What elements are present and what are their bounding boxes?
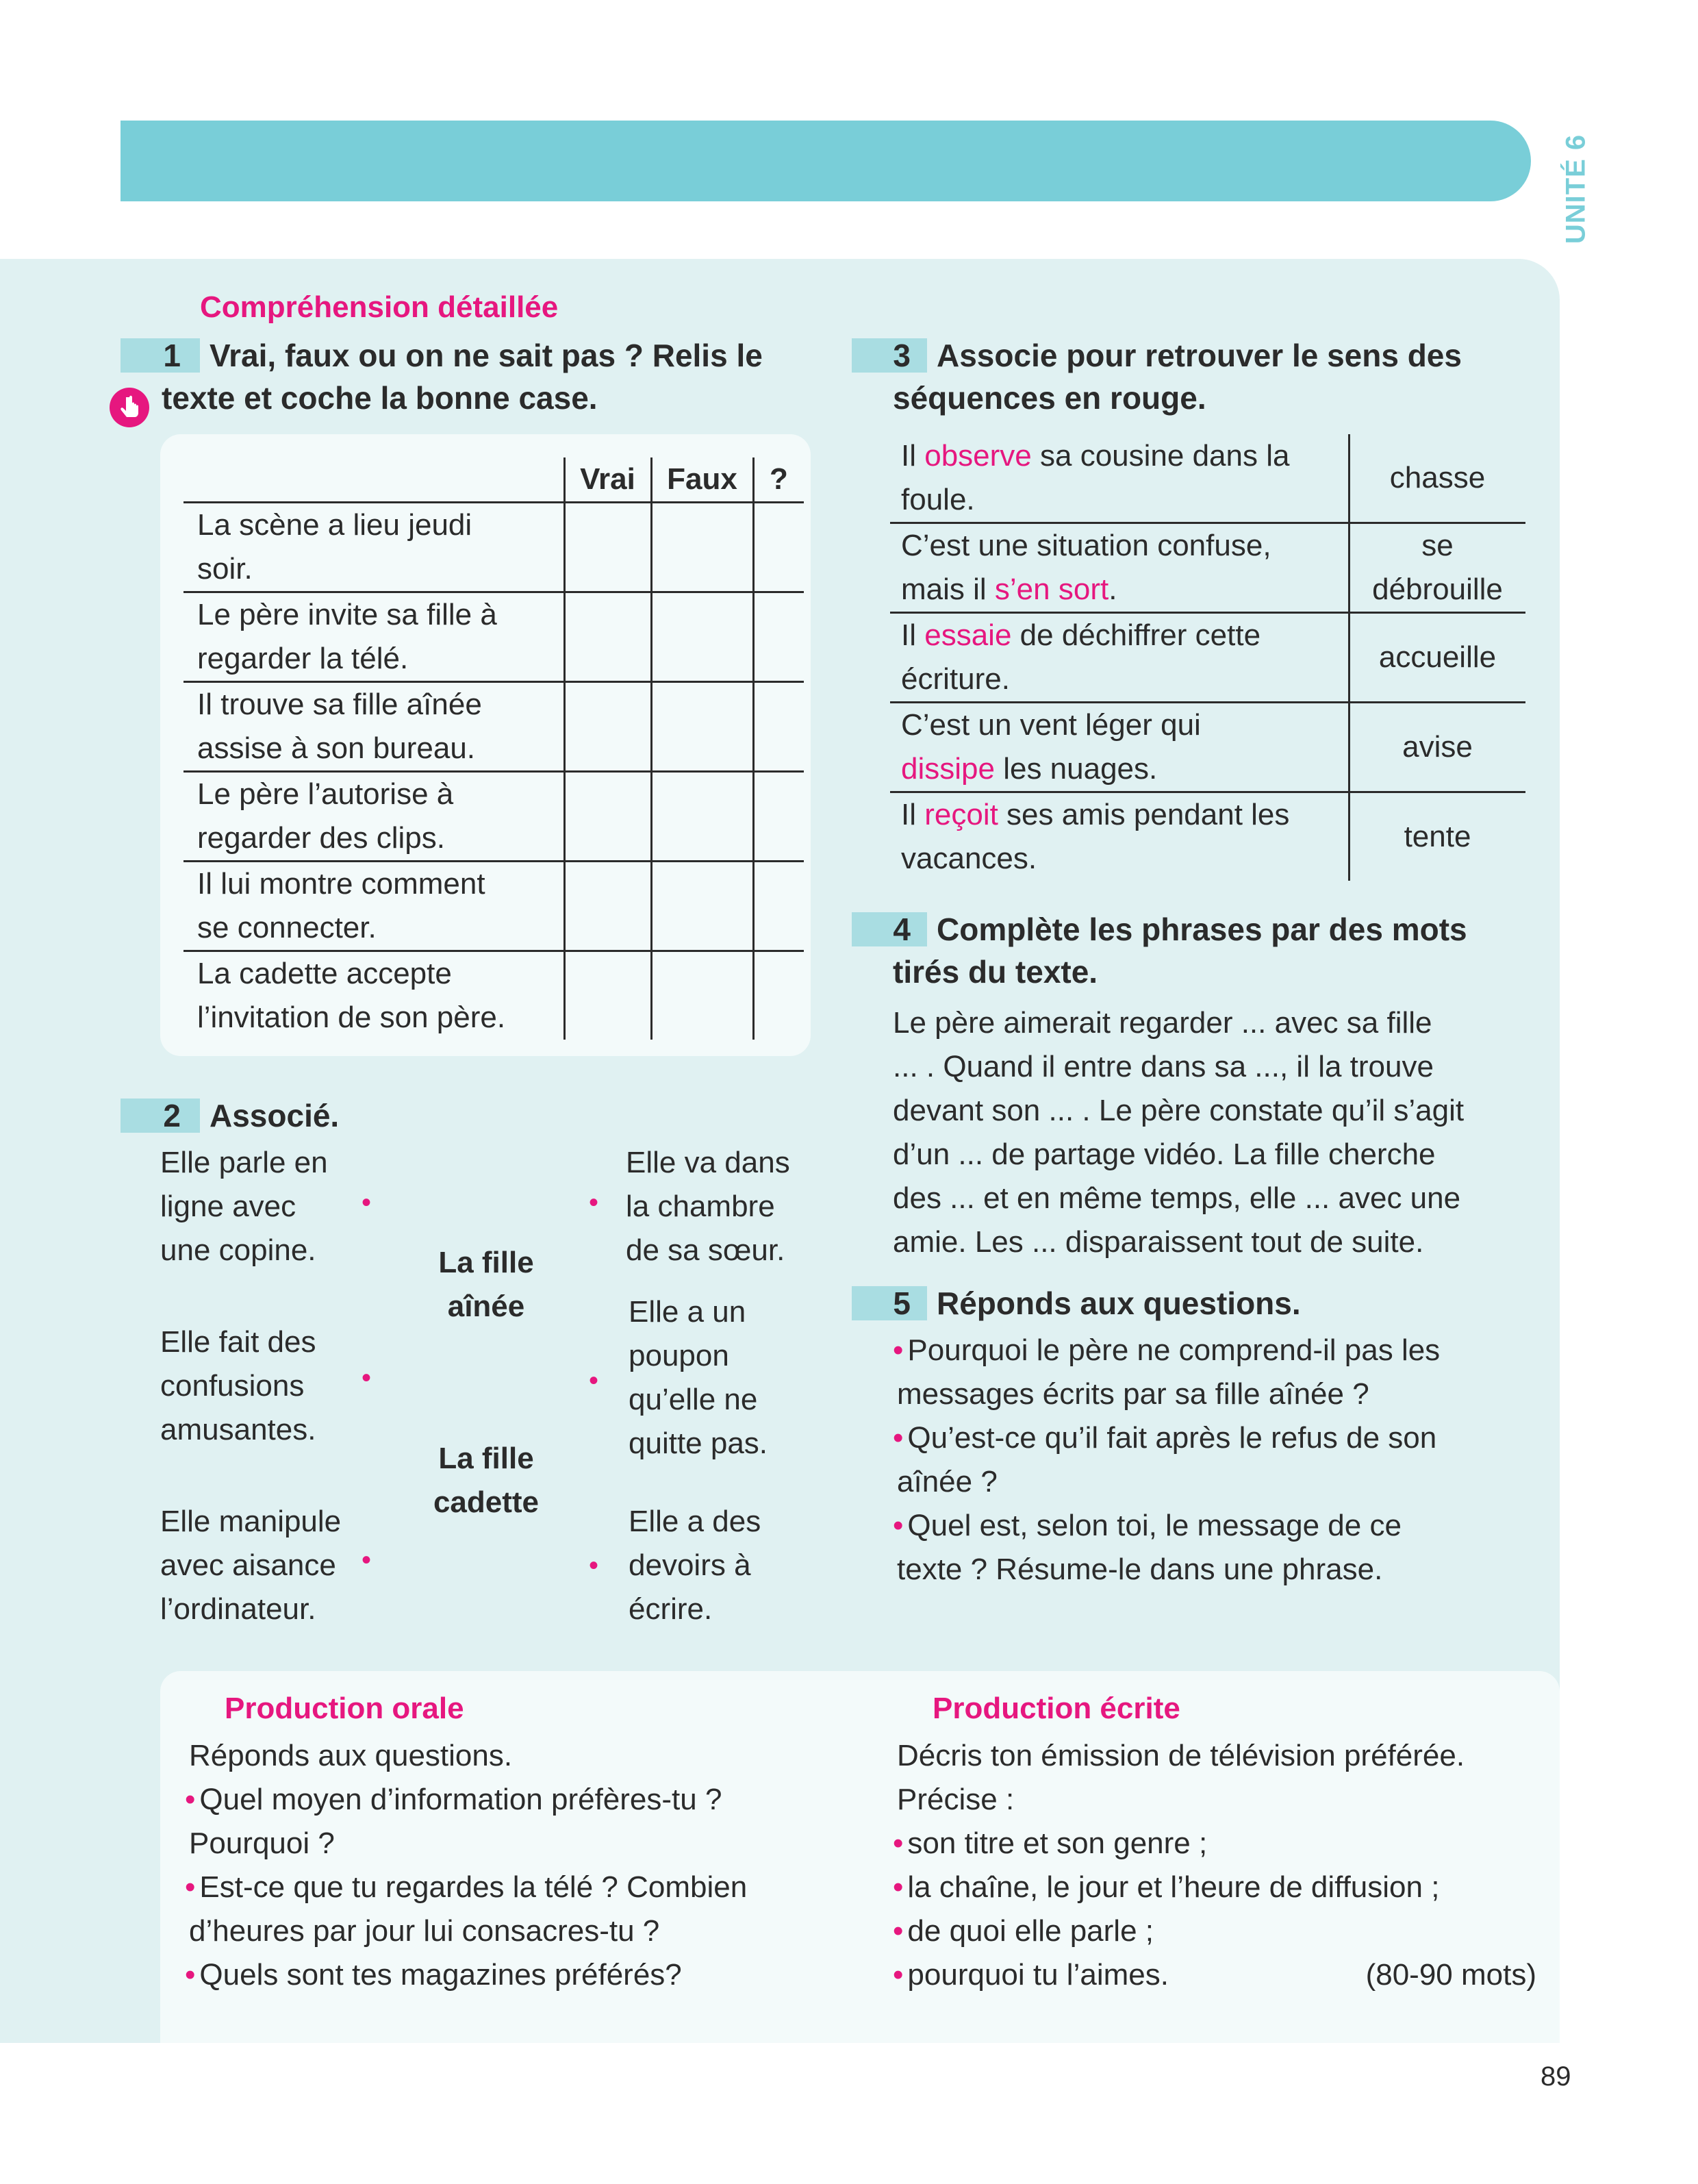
match-left-item: Elle manipule avec aisance l’ordinateur. [160,1505,342,1626]
checkbox-vrai[interactable] [564,772,651,862]
match-dot[interactable]: • [589,1188,599,1218]
table-row [890,613,1525,703]
statement: Il lui montre comment se connecter. [183,862,564,951]
match-dot[interactable]: • [362,1363,372,1393]
synonym-cell: avise [1349,703,1525,792]
hand-pointer-icon [110,388,149,427]
exercise-number: 1 [121,338,200,373]
checkbox-vrai[interactable] [564,862,651,951]
exercise-1-instruction-line1: Vrai, faux ou on ne sait pas ? Relis le [210,338,763,373]
unit-label: UNITÉ 6 [1560,134,1591,244]
statement: La scène a lieu jeudi soir. [183,503,564,592]
statement: Le père l’autorise à regarder des clips. [183,772,564,862]
synonym-cell: chasse [1389,461,1486,494]
checkbox-faux[interactable] [651,772,753,862]
exercise-1-heading [121,334,819,419]
comprehension-title: Compréhension détaillée [200,290,559,324]
match-dot[interactable]: • [589,1366,599,1396]
checkbox-unknown[interactable] [753,862,804,951]
table-row [890,703,1525,792]
checkbox-faux[interactable] [651,592,753,682]
synonym-cell: accueille [1349,613,1525,703]
word-count: (80-90 mots) [1365,1958,1536,1992]
checkbox-unknown[interactable] [753,772,804,862]
statement-header [183,457,564,503]
list-item: • Qu’est-ce qu’il fait après le refus de son [893,1421,1437,1455]
match-dot[interactable]: • [362,1545,372,1575]
match-right-item: Elle a un poupon qu’elle ne quitte pas. [629,1295,768,1460]
match-right-item: Elle va dans la chambre de sa sœur. [626,1146,790,1267]
col-unknown: ? [753,457,804,503]
production-orale-text [185,1734,842,1997]
statement: La cadette accepte l’invitation de son père. [183,951,564,1040]
match-left-item: Elle parle en ligne avec une copine. [160,1146,328,1267]
exercise-number: 4 [852,912,927,946]
production-ecrite-title: Production écrite [933,1692,1180,1725]
checkbox-unknown[interactable] [753,951,804,1040]
list-item: • Quel moyen d’information préfères-tu ? [185,1783,722,1816]
phrase-cell: C’est une situation confuse, mais il s’en sort. [890,523,1349,613]
list-item: • pourquoi tu l’aimes. (80-90 mots) [893,1953,1536,1997]
list-item: Pourquoi ? [189,1827,335,1860]
list-item: • Quel est, selon toi, le message de ce [893,1509,1402,1542]
match-middle-elder: La fille aînée [438,1246,534,1323]
table-row [183,682,804,772]
checkbox-vrai[interactable] [564,503,651,592]
table-row [183,951,804,1040]
list-item: Réponds aux questions. [189,1739,513,1772]
exercise-5-instruction: Réponds aux questions. [937,1285,1301,1321]
checkbox-unknown[interactable] [753,682,804,772]
table-row [183,862,804,951]
list-item: messages écrits par sa fille aînée ? [897,1377,1369,1411]
list-item: aînée ? [897,1465,998,1498]
list-item: texte ? Résume-le dans une phrase. [897,1553,1383,1586]
exercise-5-heading [852,1282,1301,1325]
header-band [121,121,1531,201]
list-item: Précise : [897,1783,1015,1816]
exercise-number: 3 [852,338,927,373]
exercise-1-instruction-line2: texte et coche la bonne case. [162,380,598,416]
match-left-item: Elle fait des confusions amusantes. [160,1325,316,1446]
production-orale-title: Production orale [225,1692,464,1725]
list-item: • Quels sont tes magazines préférés? [185,1958,682,1992]
checkbox-unknown[interactable] [753,503,804,592]
checkbox-faux[interactable] [651,503,753,592]
exercise-3-instruction-line1: Associe pour retrouver le sens des [937,338,1462,373]
phrase-cell: Il essaie de déchiffrer cette écriture. [890,613,1349,703]
exercise-2-instruction: Associé. [210,1098,340,1133]
table-row [890,792,1525,881]
exercise-4-instruction-line1: Complète les phrases par des mots [937,912,1467,947]
match-middle-younger: La fille cadette [433,1442,540,1519]
synonym-cell: tente [1349,792,1525,881]
statement: Le père invite sa fille à regarder la télé. [183,592,564,682]
col-vrai: Vrai [564,457,651,503]
synonym-cell: se débrouille [1349,523,1525,613]
list-item: • son titre et son genre ; [893,1827,1208,1860]
table-row [890,523,1525,613]
checkbox-vrai[interactable] [564,592,651,682]
phrase-cell: Il observe sa cousine dans la foule. [890,434,1349,523]
table-row [183,592,804,682]
table-row [890,434,1525,523]
exercise-number: 5 [852,1286,927,1320]
phrase-cell: C’est un vent léger qui dissipe les nuages. [890,703,1349,792]
checkbox-vrai[interactable] [564,951,651,1040]
phrase-cell: Il reçoit ses amis pendant les vacances. [890,792,1349,881]
checkbox-vrai[interactable] [564,682,651,772]
exercise-3-instruction-line2: séquences en rouge. [893,380,1206,416]
list-item: • la chaîne, le jour et l’heure de diffusion ; [893,1870,1440,1904]
list-item: • Est-ce que tu regardes la télé ? Combien [185,1870,748,1904]
table-row [183,503,804,592]
list-item: • Pourquoi le père ne comprend-il pas les [893,1333,1441,1367]
list-item: Décris ton émission de télévision préférée. [897,1739,1465,1772]
checkbox-faux[interactable] [651,951,753,1040]
statement: Il trouve sa fille aînée assise à son bureau. [183,682,564,772]
exercise-4-instruction-line2: tirés du texte. [893,954,1098,990]
exercise-4-text: Le père aimerait regarder ... avec sa fille ... . Quand il entre dans sa ..., il la trouve devant son ... . Le père constate qu’il s’agit d’un ... de partage vidéo. La fille cherche des ... et en même temps, elle ... avec une amie. Les ... disparaissent tout de suite. [893,1006,1465,1259]
match-right-item: Elle a des devoirs à écrire. [629,1505,761,1626]
exercise-4-heading [852,908,1536,993]
page-number: 89 [1541,2061,1571,2092]
checkbox-faux[interactable] [651,862,753,951]
match-dot[interactable]: • [589,1551,599,1581]
checkbox-faux[interactable] [651,682,753,772]
list-item: • de quoi elle parle ; [893,1914,1154,1948]
col-faux: Faux [651,457,753,503]
exercise-5-questions [893,1329,1536,1592]
exercise-2-heading [121,1094,339,1137]
synonym-match-table [890,434,1525,881]
checkbox-unknown[interactable] [753,592,804,682]
table-row [183,772,804,862]
production-ecrite-text [893,1734,1536,1997]
true-false-table [183,457,804,1040]
match-dot[interactable]: • [362,1188,372,1218]
exercise-number: 2 [121,1099,200,1133]
exercise-3-heading [852,334,1536,419]
list-item: d’heures par jour lui consacres-tu ? [189,1914,660,1948]
